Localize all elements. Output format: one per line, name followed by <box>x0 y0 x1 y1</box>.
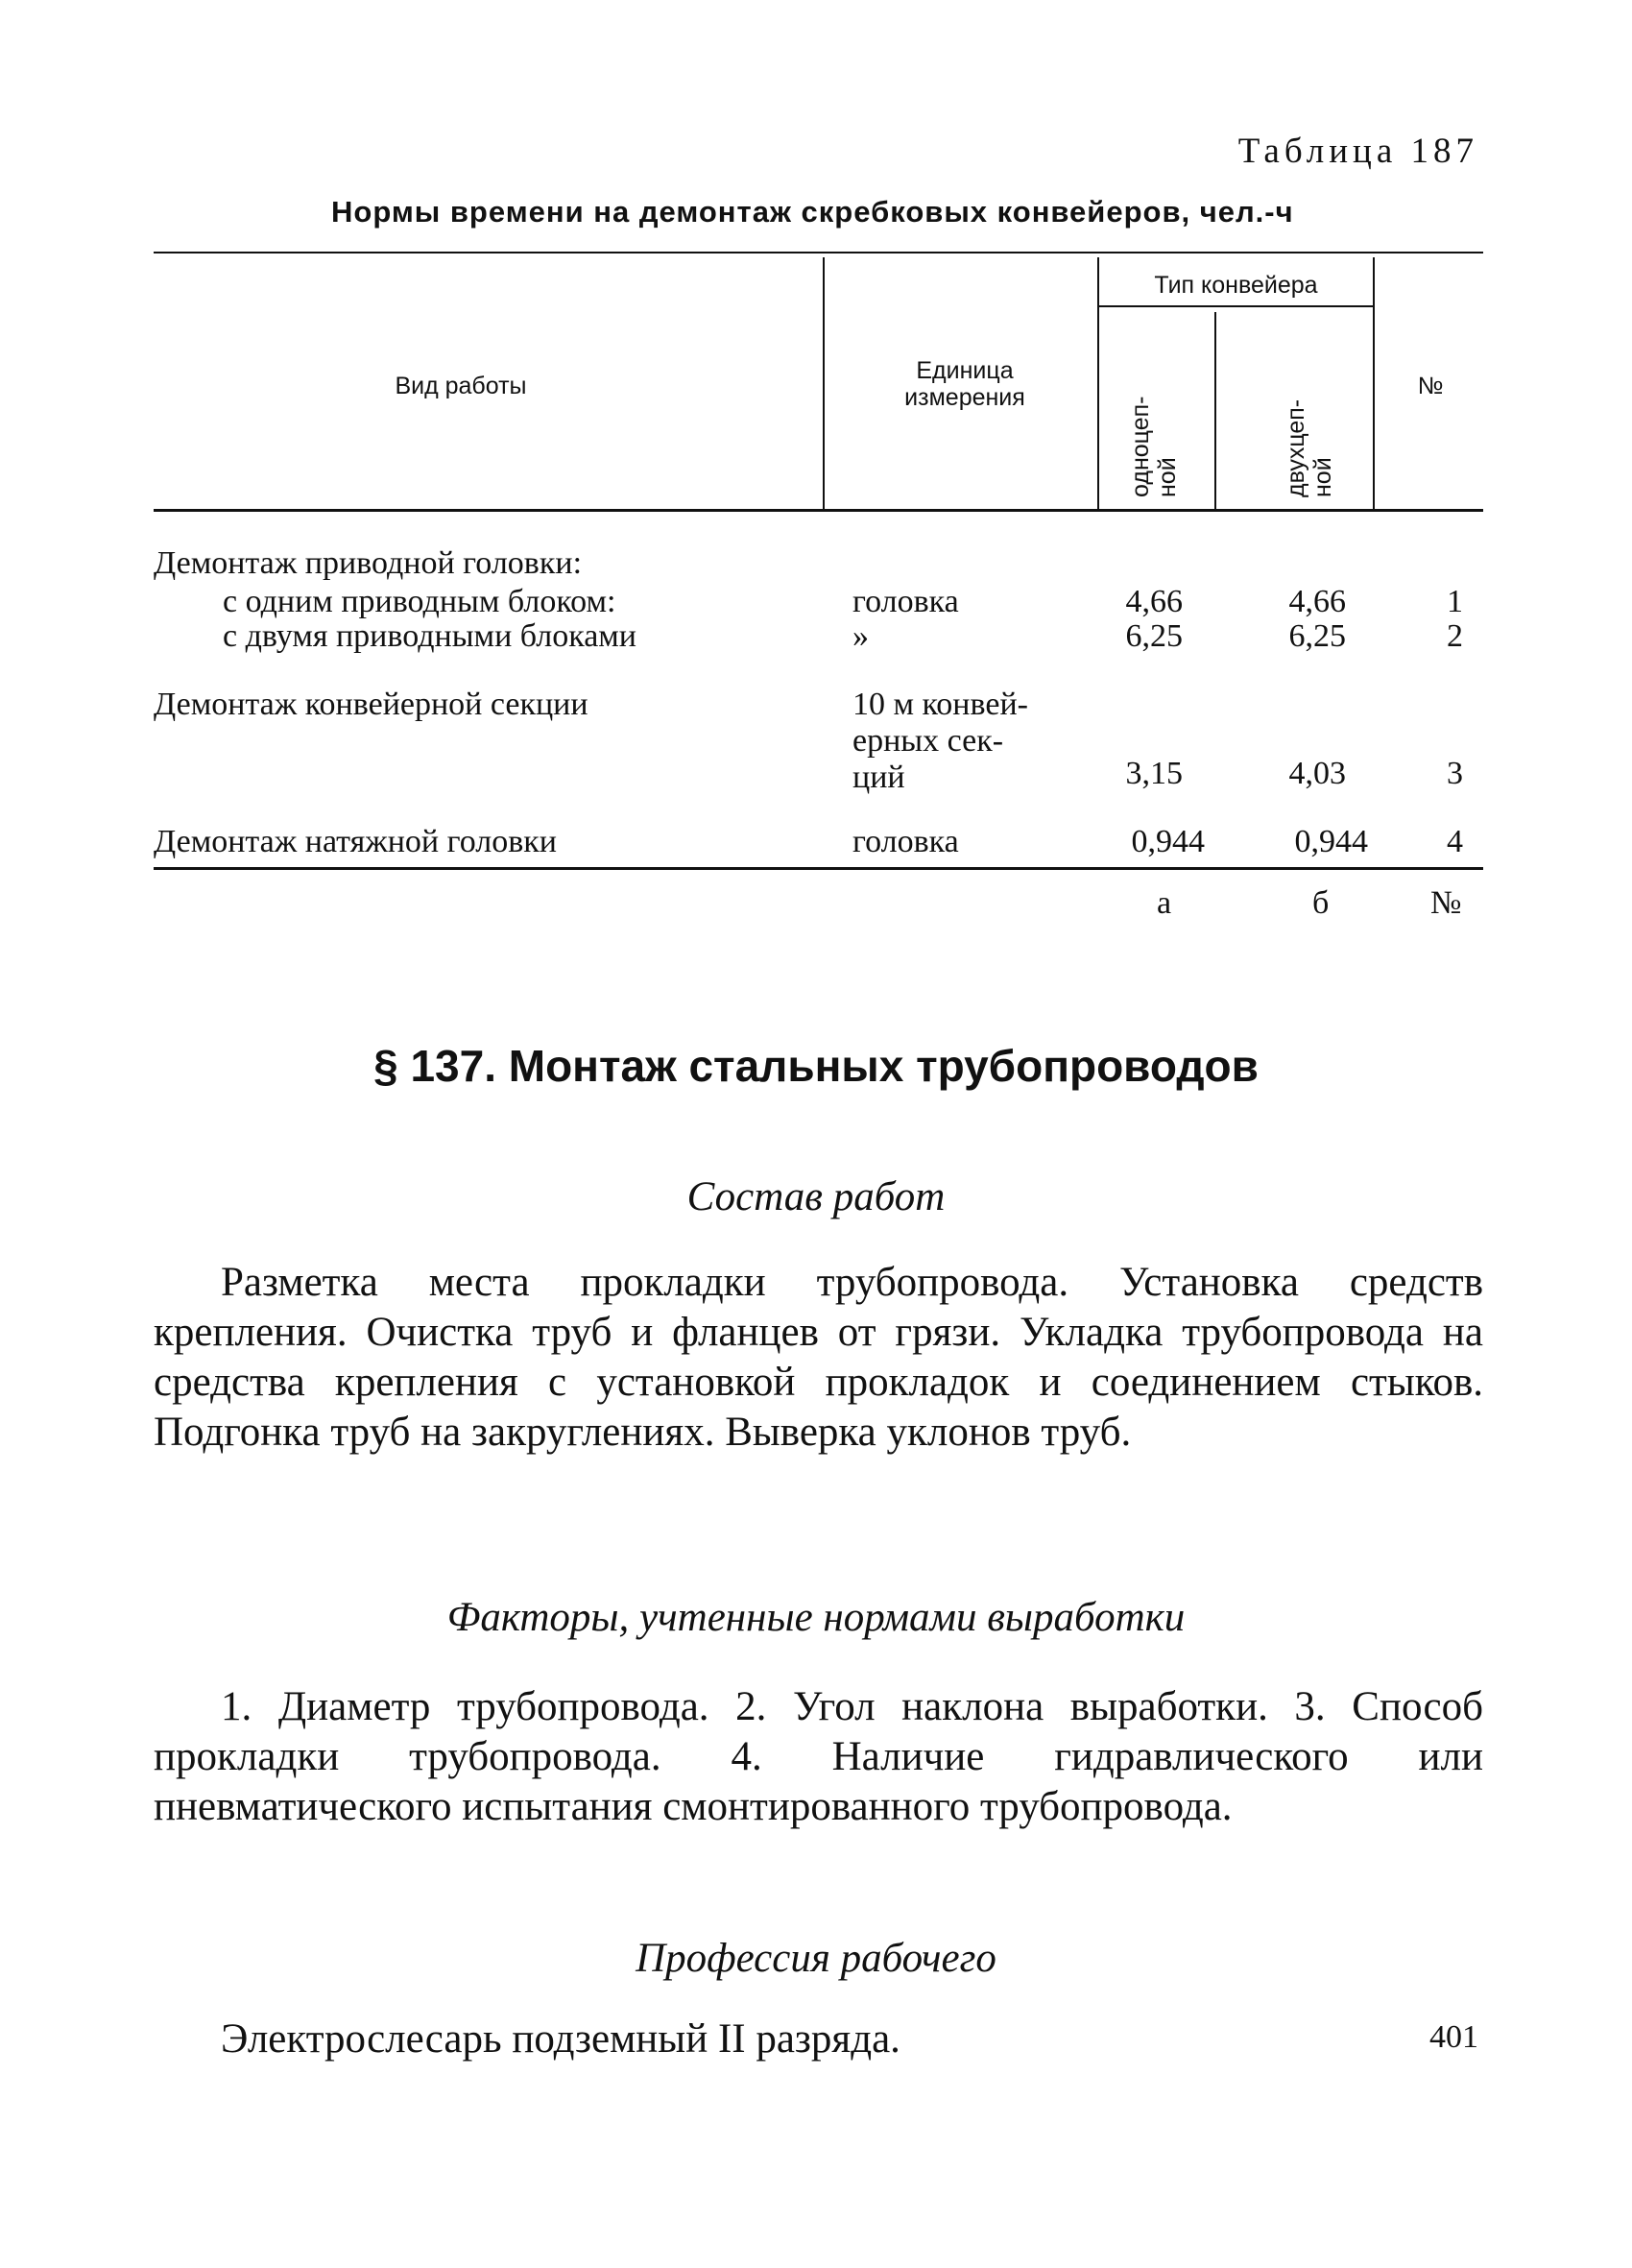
row-value-a: 0,944 <box>1131 824 1205 859</box>
header-conveyor-type: Тип конвейера <box>1154 272 1318 299</box>
conveyor-type-underline <box>1097 305 1373 307</box>
composition-heading: Состав работ <box>686 1174 946 1219</box>
table-caption: Нормы времени на демонтаж скребковых конвейеров, чел.-ч <box>331 195 1294 229</box>
page-number: 401 <box>1429 2019 1478 2055</box>
profession-heading: Профессия рабочего <box>636 1936 996 1981</box>
table-header-rule <box>154 509 1483 512</box>
factors-heading: Факторы, учтенные нормами выработки <box>446 1595 1186 1640</box>
header-unit: Единица измерения <box>904 357 1025 411</box>
row-work: Демонтаж конвейерной секции <box>154 687 588 722</box>
header-single-chain: одноцеп- ной <box>1127 396 1181 497</box>
header-double-chain: двухцеп- ной <box>1283 398 1336 497</box>
row-work: Демонтаж приводной головки: <box>154 545 583 581</box>
footer-code-number: № <box>1430 885 1462 921</box>
row-number: 3 <box>1447 756 1463 791</box>
table-bottom-rule <box>154 867 1483 870</box>
row-unit: 10 м конвей- ерных сек- ций <box>852 687 1028 795</box>
footer-code-b: б <box>1312 885 1330 921</box>
header-number: № <box>1417 373 1444 399</box>
row-unit: головка <box>852 824 959 859</box>
row-value-a: 4,66 <box>1125 584 1183 619</box>
row-work: Демонтаж натяжной головки <box>154 824 557 859</box>
column-divider-1 <box>823 257 825 509</box>
row-work: с одним приводным блоком: <box>223 584 616 619</box>
row-work: с двумя приводными блоками <box>223 618 636 654</box>
header-work-type: Вид работы <box>395 373 527 399</box>
section-title: § 137. Монтаж стальных трубопроводов <box>373 1041 1259 1091</box>
row-number: 4 <box>1447 824 1463 859</box>
row-number: 1 <box>1447 584 1463 619</box>
row-value-a: 6,25 <box>1125 618 1183 654</box>
table-top-rule <box>154 252 1483 253</box>
row-value-b: 4,03 <box>1288 756 1346 791</box>
footer-code-a: а <box>1157 885 1172 921</box>
profession-paragraph: Электрослесарь подземный II разряда. <box>221 2016 900 2062</box>
column-divider-3 <box>1214 312 1216 509</box>
row-unit: » <box>852 618 869 654</box>
row-value-b: 6,25 <box>1288 618 1346 654</box>
factors-paragraph: 1. Диаметр трубопровода. 2. Угол наклона выработки. 3. Способ прокладки трубопровода. 4. Наличие гидравлического или пневматического испытания смонтированного трубопровода. <box>154 1684 1483 1829</box>
row-value-b: 0,944 <box>1294 824 1368 859</box>
row-value-b: 4,66 <box>1288 584 1346 619</box>
table-number-label: Таблица 187 <box>1237 132 1478 171</box>
composition-paragraph: Разметка места прокладки трубопровода. Установка средств крепления. Очистка труб и фланцев от грязи. Укладка трубопровода на средства крепления с установкой прокладок и соединением стыков. Подгонка труб на закруглениях. Выверка уклонов труб. <box>154 1260 1483 1455</box>
row-number: 2 <box>1447 618 1463 654</box>
row-unit: головка <box>852 584 959 619</box>
row-value-a: 3,15 <box>1125 756 1183 791</box>
column-divider-4 <box>1373 257 1375 509</box>
